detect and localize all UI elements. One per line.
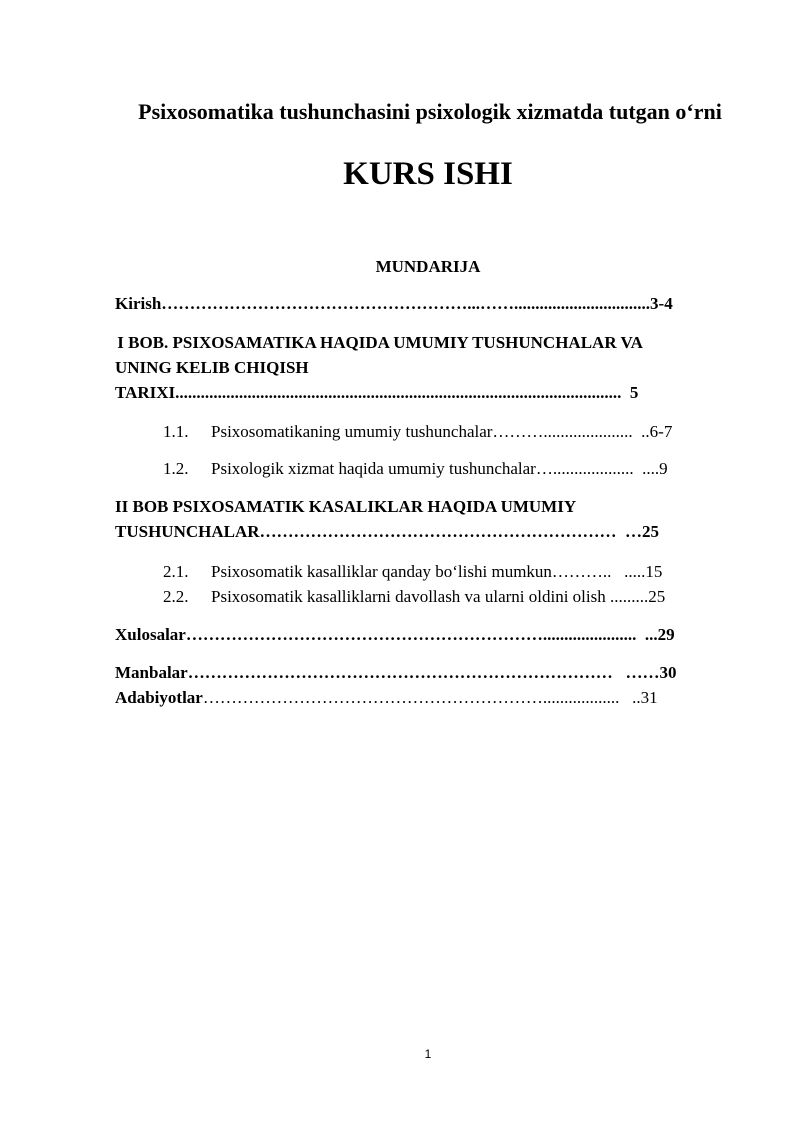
toc-entry-chapter2-line2: TUSHUNCHALAR……………………………………………………… …25 [115, 522, 660, 541]
section-number: 2.2. [163, 587, 189, 606]
toc-entry-section-1-1 [163, 420, 672, 444]
page-number: 1 [424, 1047, 432, 1061]
toc-entry-adabiyotlar [115, 686, 658, 710]
adabiyotlar-leader: …………………………………………………….................. ..31 [202, 688, 658, 707]
toc-entry-chapter2-line1: II BOB PSIXOSAMATIK KASALIKLAR HAQIDA UMUMIY [115, 497, 577, 516]
section-number: 1.2. [163, 459, 189, 478]
document-title: Psixosomatika tushunchasini psixologik xizmatda tutgan o‘rni [138, 99, 722, 124]
toc-entry-manbalar: Manbalar………………………………………………………………… ……30 [115, 663, 677, 682]
toc-entry-kirish: Kirish………………………………………………...……................................3-4 [115, 294, 673, 313]
toc-entry-chapter1-line1: I BOB. PSIXOSAMATIKA HAQIDA UMUMIY TUSHUNCHALAR VA [113, 333, 643, 352]
toc-entry-xulosalar: Xulosalar………………………………………………………...................... ...29 [115, 625, 675, 644]
toc-entry-section-1-2 [163, 457, 668, 481]
section-text: Psixosomatik kasalliklarni davollash va ularni oldini olish .........25 [211, 587, 666, 606]
section-text: Psixologik xizmat haqida umumiy tushunchalar…................... ....9 [211, 459, 668, 478]
toc-entry-chapter1-line2: UNING KELIB CHIQISH [115, 358, 309, 377]
toc-entry-section-2-1 [163, 560, 662, 584]
toc-entry-section-2-2 [163, 585, 665, 609]
section-text: Psixosomatikaning umumiy tushunchalar………..................... ..6-7 [211, 422, 673, 441]
section-text: Psixosomatik kasalliklar qanday bo‘lishi mumkun……….. .....15 [211, 562, 663, 581]
section-number: 1.1. [163, 422, 189, 441]
section-number: 2.1. [163, 562, 189, 581]
adabiyotlar-label: Adabiyotlar [115, 688, 203, 707]
document-subtitle: KURS ISHI [343, 156, 513, 192]
toc-heading: MUNDARIJA [375, 257, 481, 276]
toc-entry-chapter1-line3: TARIXI......................................................................................................... 5 [115, 383, 639, 402]
